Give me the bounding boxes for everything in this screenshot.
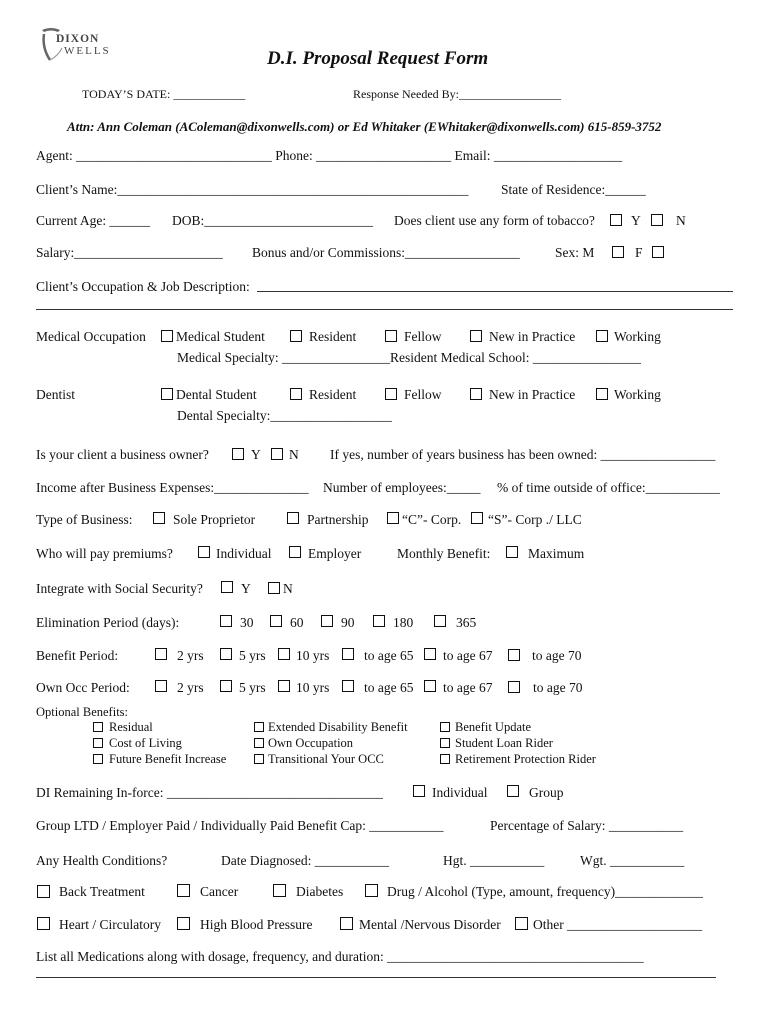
medical-new-practice-label: New in Practice — [489, 329, 576, 344]
back-treatment-label: Back Treatment — [59, 884, 145, 899]
sex-m-checkbox[interactable] — [612, 246, 624, 258]
oo-10yrs-checkbox[interactable] — [278, 680, 290, 692]
premium-individual-checkbox[interactable] — [198, 546, 210, 558]
oo-2yrs-label: 2 yrs — [177, 680, 204, 695]
premium-employer-label: Employer — [308, 546, 362, 561]
dental-specialty-field[interactable]: Dental Specialty:__________________ — [177, 408, 392, 423]
occupation-line-2[interactable] — [36, 309, 733, 310]
student-loan-checkbox[interactable] — [440, 738, 450, 748]
elim-90-label: 90 — [341, 615, 355, 630]
medical-student-label: Medical Student — [176, 329, 265, 344]
integrate-yes-checkbox[interactable] — [221, 581, 233, 593]
residual-checkbox[interactable] — [93, 722, 103, 732]
c-corp-label: “C”- Corp. — [402, 512, 462, 527]
drug-alcohol-field[interactable]: Drug / Alcohol (Type, amount, frequency)_____________ — [387, 884, 703, 899]
own-occ-period-label: Own Occ Period: — [36, 680, 130, 695]
attn-line: Attn: Ann Coleman (AColeman@dixonwells.com) or Ed Whitaker (EWhitaker@dixonwells.com) 615-859-3752 — [67, 119, 662, 134]
benefit-period-label: Benefit Period: — [36, 648, 119, 663]
other-checkbox[interactable] — [515, 917, 528, 930]
oo-2yrs-checkbox[interactable] — [155, 680, 167, 692]
di-individual-label: Individual — [432, 785, 488, 800]
integrate-no-label: N — [283, 581, 293, 596]
dental-student-checkbox[interactable] — [161, 388, 173, 400]
diabetes-label: Diabetes — [296, 884, 344, 899]
student-loan-label: Student Loan Rider — [455, 736, 553, 750]
mental-nervous-label: Mental /Nervous Disorder — [359, 917, 501, 932]
maximum-label: Maximum — [528, 546, 585, 561]
income-after-expenses-field[interactable]: Income after Business Expenses:______________ — [36, 480, 309, 495]
medical-fellow-checkbox[interactable] — [385, 330, 397, 342]
oo-age70-label: to age 70 — [533, 680, 583, 695]
dental-fellow-checkbox[interactable] — [385, 388, 397, 400]
employees-field[interactable]: Number of employees:_____ — [323, 480, 481, 495]
state-of-residence-field[interactable]: State of Residence:______ — [501, 182, 646, 197]
other-field[interactable]: Other ____________________ — [533, 917, 703, 932]
dental-resident-label: Resident — [309, 387, 357, 402]
tobacco-no-label: N — [676, 213, 686, 228]
retirement-protection-label: Retirement Protection Rider — [455, 752, 596, 766]
high-blood-pressure-label: High Blood Pressure — [200, 917, 313, 932]
elim-60-label: 60 — [290, 615, 304, 630]
bp-age67-checkbox[interactable] — [424, 648, 436, 660]
oo-age65-label: to age 65 — [364, 680, 414, 695]
elim-30-checkbox[interactable] — [220, 615, 232, 627]
benefit-update-label: Benefit Update — [455, 720, 532, 734]
oo-age70-checkbox[interactable] — [508, 681, 520, 693]
maximum-checkbox[interactable] — [506, 546, 518, 558]
sole-proprietor-checkbox[interactable] — [153, 512, 165, 524]
bp-2yrs-label: 2 yrs — [177, 648, 204, 663]
logo-shield-icon — [38, 26, 64, 64]
bonus-field[interactable]: Bonus and/or Commissions:_________________ — [252, 245, 520, 260]
tobacco-yes-checkbox[interactable] — [610, 214, 622, 226]
monthly-benefit-label: Monthly Benefit: — [397, 546, 491, 561]
business-owner-yes-label: Y — [251, 447, 261, 462]
todays-date-field[interactable]: TODAY’S DATE: ____________ — [82, 87, 246, 101]
business-owner-yes-checkbox[interactable] — [232, 448, 244, 460]
client-name-field[interactable]: Client’s Name:____________________________________________________ — [36, 182, 469, 197]
s-corp-checkbox[interactable] — [471, 512, 483, 524]
bp-10yrs-checkbox[interactable] — [278, 648, 290, 660]
sex-f-checkbox[interactable] — [652, 246, 664, 258]
di-remaining-field[interactable]: DI Remaining In-force: ________________________________ — [36, 785, 383, 800]
form-title: D.I. Proposal Request Form — [267, 48, 489, 69]
bp-5yrs-checkbox[interactable] — [220, 648, 232, 660]
dental-working-checkbox[interactable] — [596, 388, 608, 400]
high-blood-pressure-checkbox[interactable] — [177, 917, 190, 930]
di-group-checkbox[interactable] — [507, 785, 519, 797]
dob-field[interactable]: DOB:_________________________ — [172, 213, 374, 228]
current-age-field[interactable]: Current Age: ______ — [36, 213, 150, 228]
elimination-period-label: Elimination Period (days): — [36, 615, 180, 630]
own-occupation-label: Own Occupation — [268, 736, 354, 750]
integrate-ss-label: Integrate with Social Security? — [36, 581, 203, 596]
elim-30-label: 30 — [240, 615, 254, 630]
bp-age70-checkbox[interactable] — [508, 649, 520, 661]
partnership-checkbox[interactable] — [287, 512, 299, 524]
extended-disability-label: Extended Disability Benefit — [268, 720, 408, 734]
height-field[interactable]: Hgt. ___________ — [443, 853, 545, 868]
cost-of-living-checkbox[interactable] — [93, 738, 103, 748]
type-of-business-label: Type of Business: — [36, 512, 133, 527]
integrate-no-checkbox[interactable] — [268, 582, 280, 594]
partnership-label: Partnership — [307, 512, 369, 527]
elim-90-checkbox[interactable] — [321, 615, 333, 627]
oo-5yrs-label: 5 yrs — [239, 680, 266, 695]
logo-line2: WELLS — [64, 45, 111, 57]
time-outside-office-field[interactable]: % of time outside of office:___________ — [497, 480, 720, 495]
health-conditions-label: Any Health Conditions? — [36, 853, 168, 868]
who-pays-label: Who will pay premiums? — [36, 546, 173, 561]
sex-label: Sex: M — [555, 245, 595, 260]
di-group-label: Group — [529, 785, 564, 800]
dental-resident-checkbox[interactable] — [290, 388, 302, 400]
elim-180-label: 180 — [393, 615, 414, 630]
integrate-yes-label: Y — [241, 581, 251, 596]
bp-age65-label: to age 65 — [364, 648, 414, 663]
benefit-update-checkbox[interactable] — [440, 722, 450, 732]
dental-working-label: Working — [614, 387, 661, 402]
years-owned-field[interactable]: If yes, number of years business has been owned: _________________ — [330, 447, 716, 462]
medical-occupation-label: Medical Occupation — [36, 329, 146, 344]
s-corp-label: “S”- Corp ./ LLC — [488, 512, 582, 527]
elim-365-checkbox[interactable] — [434, 615, 446, 627]
cost-of-living-label: Cost of Living — [109, 736, 182, 750]
diabetes-checkbox[interactable] — [273, 884, 286, 897]
optional-benefits-label: Optional Benefits: — [36, 705, 128, 719]
di-individual-checkbox[interactable] — [413, 785, 425, 797]
medications-field[interactable]: List all Medications along with dosage, frequency, and duration: ______________________________________ — [36, 949, 644, 964]
elim-60-checkbox[interactable] — [270, 615, 282, 627]
oo-age67-label: to age 67 — [443, 680, 493, 695]
elim-365-label: 365 — [456, 615, 477, 630]
agent-row[interactable]: Agent: _____________________________ Phone: ____________________ Email: ___________________ — [36, 148, 623, 163]
bp-age70-label: to age 70 — [532, 648, 582, 663]
future-benefit-label: Future Benefit Increase — [109, 752, 227, 766]
date-diagnosed-field[interactable]: Date Diagnosed: ___________ — [221, 853, 389, 868]
sole-proprietor-label: Sole Proprietor — [173, 512, 256, 527]
transitional-label: Transitional Your OCC — [268, 752, 384, 766]
salary-field[interactable]: Salary:______________________ — [36, 245, 223, 260]
mental-nervous-checkbox[interactable] — [340, 917, 353, 930]
own-occupation-checkbox[interactable] — [254, 738, 264, 748]
dental-new-practice-label: New in Practice — [489, 387, 576, 402]
premium-individual-label: Individual — [216, 546, 272, 561]
bp-2yrs-checkbox[interactable] — [155, 648, 167, 660]
dental-new-practice-checkbox[interactable] — [470, 388, 482, 400]
percentage-salary-field[interactable]: Percentage of Salary: ___________ — [490, 818, 684, 833]
extended-disability-checkbox[interactable] — [254, 722, 264, 732]
medications-line-2[interactable] — [36, 977, 716, 978]
oo-10yrs-label: 10 yrs — [296, 680, 330, 695]
bp-age67-label: to age 67 — [443, 648, 493, 663]
c-corp-checkbox[interactable] — [387, 512, 399, 524]
medical-working-checkbox[interactable] — [596, 330, 608, 342]
dentist-label: Dentist — [36, 387, 75, 402]
medical-new-practice-checkbox[interactable] — [470, 330, 482, 342]
bp-age65-checkbox[interactable] — [342, 648, 354, 660]
oo-age67-checkbox[interactable] — [424, 680, 436, 692]
cancer-checkbox[interactable] — [177, 884, 190, 897]
heart-circulatory-checkbox[interactable] — [37, 917, 50, 930]
oo-age65-checkbox[interactable] — [342, 680, 354, 692]
retirement-protection-checkbox[interactable] — [440, 754, 450, 764]
bp-10yrs-label: 10 yrs — [296, 648, 330, 663]
occupation-label: Client’s Occupation & Job Description: — [36, 279, 250, 294]
weight-field[interactable]: Wgt. ___________ — [580, 853, 685, 868]
transitional-checkbox[interactable] — [254, 754, 264, 764]
back-treatment-checkbox[interactable] — [37, 885, 50, 898]
medical-working-label: Working — [614, 329, 661, 344]
logo-line1: DIXON — [56, 33, 100, 45]
heart-circulatory-label: Heart / Circulatory — [59, 917, 161, 932]
dental-fellow-label: Fellow — [404, 387, 442, 402]
tobacco-label: Does client use any form of tobacco? — [394, 213, 595, 228]
medical-specialty-field[interactable]: Medical Specialty: ________________Resident Medical School: ________________ — [177, 350, 641, 365]
business-owner-no-label: N — [289, 447, 299, 462]
medical-student-checkbox[interactable] — [161, 330, 173, 342]
drug-alcohol-checkbox[interactable] — [365, 884, 378, 897]
residual-label: Residual — [109, 720, 153, 734]
business-owner-no-checkbox[interactable] — [271, 448, 283, 460]
company-logo — [38, 26, 130, 66]
oo-5yrs-checkbox[interactable] — [220, 680, 232, 692]
tobacco-no-checkbox[interactable] — [651, 214, 663, 226]
occupation-line[interactable] — [257, 291, 733, 292]
future-benefit-checkbox[interactable] — [93, 754, 103, 764]
medical-resident-checkbox[interactable] — [290, 330, 302, 342]
business-owner-label: Is your client a business owner? — [36, 447, 209, 462]
premium-employer-checkbox[interactable] — [289, 546, 301, 558]
tobacco-yes-label: Y — [631, 213, 641, 228]
group-ltd-field[interactable]: Group LTD / Employer Paid / Individually Paid Benefit Cap: ___________ — [36, 818, 444, 833]
medical-fellow-label: Fellow — [404, 329, 442, 344]
response-needed-field[interactable]: Response Needed By:_________________ — [353, 87, 561, 101]
medical-resident-label: Resident — [309, 329, 357, 344]
dental-student-label: Dental Student — [176, 387, 257, 402]
sex-f-label: F — [635, 245, 643, 260]
bp-5yrs-label: 5 yrs — [239, 648, 266, 663]
elim-180-checkbox[interactable] — [373, 615, 385, 627]
cancer-label: Cancer — [200, 884, 239, 899]
